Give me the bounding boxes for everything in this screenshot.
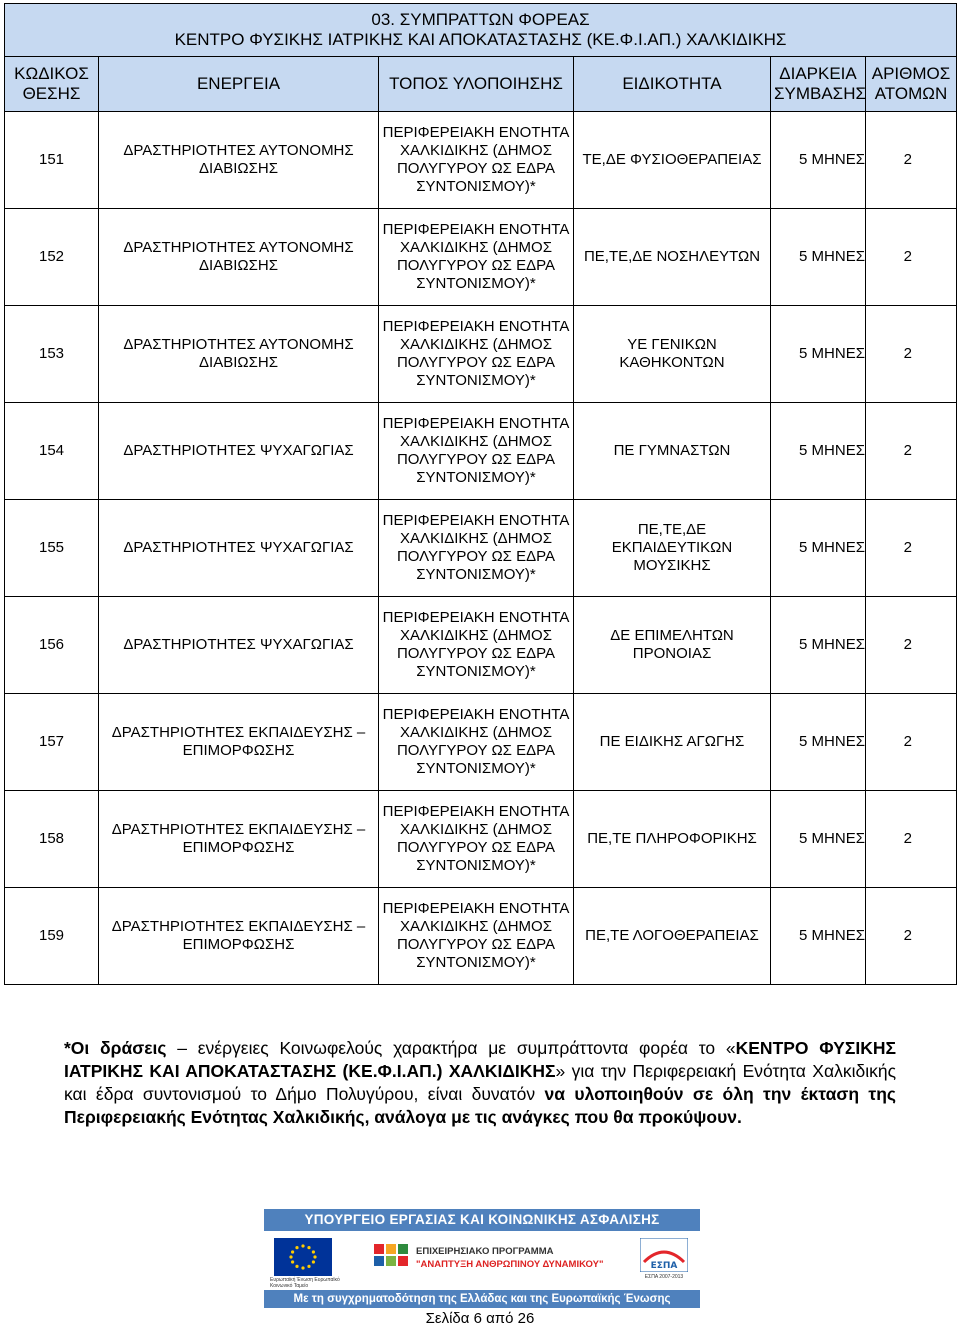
specialty-cell: ΠΕ ΕΙΔΙΚΗΣ ΑΓΩΓΗΣ [574,694,771,791]
activity-cell: ΔΡΑΣΤΗΡΙΟΤΗΤΕΣ ΕΚΠΑΙΔΕΥΣΗΣ – ΕΠΙΜΟΡΦΩΣΗΣ [99,888,379,985]
espa-caption: ΕΣΠΑ 2007-2013 [644,1274,684,1280]
persons-cell: 2 [866,597,957,694]
table-row [5,500,957,597]
table-title [5,4,957,57]
note-part-4: » για την Περιφερειακή Ενότητα Χαλκιδικής και έδρα συντονισμού το Δήμο Πολυγύρου, είναι δυνατόν [64,1061,897,1104]
position-code: 152 [5,209,99,306]
persons-cell: 2 [866,791,957,888]
table-row [5,403,957,500]
program-logo [372,1240,622,1276]
eu-caption: Ευρωπαϊκή Ένωση Ευρωπαϊκό Κοινωνικό Ταμείο [270,1277,340,1289]
cofunding-band: Με τη συγχρηματοδότηση της Ελλάδας και της Ευρωπαϊκής Ένωσης [264,1290,700,1308]
duration-cell: 5 ΜΗΝΕΣ [771,597,866,694]
position-code: 159 [5,888,99,985]
eu-flag-icon [274,1238,332,1276]
location-cell: ΠΕΡΙΦΕΡΕΙΑΚΗ ΕΝΟΤΗΤΑ ΧΑΛΚΙΔΙΚΗΣ (ΔΗΜΟΣ ΠΟΛΥΓΥΡΟΥ ΩΣ ΕΔΡΑ ΣΥΝΤΟΝΙΣΜΟΥ)* [379,209,574,306]
activity-cell: ΔΡΑΣΤΗΡΙΟΤΗΤΕΣ ΑΥΤΟΝΟΜΗΣ ΔΙΑΒΙΩΣΗΣ [99,112,379,209]
col-header-specialty: ΕΙΔΙΚΟΤΗΤΑ [574,57,771,112]
position-code: 155 [5,500,99,597]
location-cell: ΠΕΡΙΦΕΡΕΙΑΚΗ ΕΝΟΤΗΤΑ ΧΑΛΚΙΔΙΚΗΣ (ΔΗΜΟΣ ΠΟΛΥΓΥΡΟΥ ΩΣ ΕΔΡΑ ΣΥΝΤΟΝΙΣΜΟΥ)* [379,306,574,403]
location-cell: ΠΕΡΙΦΕΡΕΙΑΚΗ ΕΝΟΤΗΤΑ ΧΑΛΚΙΔΙΚΗΣ (ΔΗΜΟΣ ΠΟΛΥΓΥΡΟΥ ΩΣ ΕΔΡΑ ΣΥΝΤΟΝΙΣΜΟΥ)* [379,597,574,694]
note-part-2: – ενέργειες Κοινωφελούς χαρακτήρα με συμπράττοντα φορέα το « [166,1038,736,1058]
specialty-cell: ΤΕ,ΔΕ ΦΥΣΙΟΘΕΡΑΠΕΙΑΣ [574,112,771,209]
duration-cell: 5 ΜΗΝΕΣ [771,112,866,209]
espa-label: ΕΣΠΑ [650,1261,678,1271]
activity-cell: ΔΡΑΣΤΗΡΙΟΤΗΤΕΣ ΕΚΠΑΙΔΕΥΣΗΣ – ΕΠΙΜΟΡΦΩΣΗΣ [99,791,379,888]
title-line-1: 03. ΣΥΜΠΡΑΤΤΩΝ ΦΟΡΕΑΣ [371,10,590,29]
specialty-cell: ΠΕ,ΤΕ ΠΛΗΡΟΦΟΡΙΚΗΣ [574,791,771,888]
positions-table [4,3,957,985]
note-part-5: να υλοποιηθούν σε όλη την έκταση της Περιφερειακής Ενότητας Χαλκιδικής, ανάλογα με τις ανάγκες που θα προκύψουν. [64,1084,896,1127]
activity-cell: ΔΡΑΣΤΗΡΙΟΤΗΤΕΣ ΑΥΤΟΝΟΜΗΣ ΔΙΑΒΙΩΣΗΣ [99,209,379,306]
specialty-cell: ΠΕ,ΤΕ,ΔΕ ΝΟΣΗΛΕΥΤΩΝ [574,209,771,306]
persons-cell: 2 [866,403,957,500]
footnote [64,1037,896,1129]
location-cell: ΠΕΡΙΦΕΡΕΙΑΚΗ ΕΝΟΤΗΤΑ ΧΑΛΚΙΔΙΚΗΣ (ΔΗΜΟΣ ΠΟΛΥΓΥΡΟΥ ΩΣ ΕΔΡΑ ΣΥΝΤΟΝΙΣΜΟΥ)* [379,403,574,500]
table-row [5,306,957,403]
table-row [5,791,957,888]
table-row [5,694,957,791]
col-header-activity: ΕΝΕΡΓΕΙΑ [99,57,379,112]
duration-cell: 5 ΜΗΝΕΣ [771,694,866,791]
persons-cell: 2 [866,888,957,985]
activity-cell: ΔΡΑΣΤΗΡΙΟΤΗΤΕΣ ΨΥΧΑΓΩΓΙΑΣ [99,597,379,694]
note-part-1: *Οι δράσεις [64,1038,167,1058]
duration-cell: 5 ΜΗΝΕΣ [771,500,866,597]
location-cell: ΠΕΡΙΦΕΡΕΙΑΚΗ ΕΝΟΤΗΤΑ ΧΑΛΚΙΔΙΚΗΣ (ΔΗΜΟΣ ΠΟΛΥΓΥΡΟΥ ΩΣ ΕΔΡΑ ΣΥΝΤΟΝΙΣΜΟΥ)* [379,112,574,209]
activity-cell: ΔΡΑΣΤΗΡΙΟΤΗΤΕΣ ΨΥΧΑΓΩΓΙΑΣ [99,500,379,597]
activity-cell: ΔΡΑΣΤΗΡΙΟΤΗΤΕΣ ΑΥΤΟΝΟΜΗΣ ΔΙΑΒΙΩΣΗΣ [99,306,379,403]
activity-cell: ΔΡΑΣΤΗΡΙΟΤΗΤΕΣ ΕΚΠΑΙΔΕΥΣΗΣ – ΕΠΙΜΟΡΦΩΣΗΣ [99,694,379,791]
table-row [5,888,957,985]
position-code: 151 [5,112,99,209]
duration-cell: 5 ΜΗΝΕΣ [771,791,866,888]
specialty-cell: ΠΕ,ΤΕ ΛΟΓΟΘΕΡΑΠΕΙΑΣ [574,888,771,985]
duration-cell: 5 ΜΗΝΕΣ [771,209,866,306]
table-row [5,112,957,209]
activity-cell: ΔΡΑΣΤΗΡΙΟΤΗΤΕΣ ΨΥΧΑΓΩΓΙΑΣ [99,403,379,500]
table-title-row [5,4,957,57]
program-title: ΕΠΙΧΕΙΡΗΣΙΑΚΟ ΠΡΟΓΡΑΜΜΑ [416,1246,554,1257]
specialty-cell: ΠΕ,ΤΕ,ΔΕ ΕΚΠΑΙΔΕΥΤΙΚΩΝ ΜΟΥΣΙΚΗΣ [574,500,771,597]
ministry-band: ΥΠΟΥΡΓΕΙΟ ΕΡΓΑΣΙΑΣ ΚΑΙ ΚΟΙΝΩΝΙΚΗΣ ΑΣΦΑΛΙΣΗΣ [264,1209,700,1231]
location-cell: ΠΕΡΙΦΕΡΕΙΑΚΗ ΕΝΟΤΗΤΑ ΧΑΛΚΙΔΙΚΗΣ (ΔΗΜΟΣ ΠΟΛΥΓΥΡΟΥ ΩΣ ΕΔΡΑ ΣΥΝΤΟΝΙΣΜΟΥ)* [379,500,574,597]
location-cell: ΠΕΡΙΦΕΡΕΙΑΚΗ ΕΝΟΤΗΤΑ ΧΑΛΚΙΔΙΚΗΣ (ΔΗΜΟΣ ΠΟΛΥΓΥΡΟΥ ΩΣ ΕΔΡΑ ΣΥΝΤΟΝΙΣΜΟΥ)* [379,694,574,791]
col-header-location: ΤΟΠΟΣ ΥΛΟΠΟΙΗΣΗΣ [379,57,574,112]
position-code: 156 [5,597,99,694]
persons-cell: 2 [866,694,957,791]
program-emblem-icon [372,1240,410,1276]
duration-cell: 5 ΜΗΝΕΣ [771,306,866,403]
specialty-cell: ΔΕ ΕΠΙΜΕΛΗΤΩΝ ΠΡΟΝΟΙΑΣ [574,597,771,694]
persons-cell: 2 [866,306,957,403]
location-cell: ΠΕΡΙΦΕΡΕΙΑΚΗ ΕΝΟΤΗΤΑ ΧΑΛΚΙΔΙΚΗΣ (ΔΗΜΟΣ ΠΟΛΥΓΥΡΟΥ ΩΣ ΕΔΡΑ ΣΥΝΤΟΝΙΣΜΟΥ)* [379,888,574,985]
persons-cell: 2 [866,112,957,209]
page-number: Σελίδα 6 από 26 [425,1310,535,1327]
position-code: 154 [5,403,99,500]
position-code: 158 [5,791,99,888]
duration-cell: 5 ΜΗΝΕΣ [771,403,866,500]
espa-logo-icon [640,1238,688,1272]
note-part-3: ΚΕΝΤΡΟ ΦΥΣΙΚΗΣ ΙΑΤΡΙΚΗΣ ΚΑΙ ΑΠΟΚΑΤΑΣΤΑΣΗΣ (ΚΕ.Φ.Ι.ΑΠ.) ΧΑΛΚΙΔΙΚΗΣ [64,1038,896,1081]
title-line-2: ΚΕΝΤΡΟ ΦΥΣΙΚΗΣ ΙΑΤΡΙΚΗΣ ΚΑΙ ΑΠΟΚΑΤΑΣΤΑΣΗΣ (ΚΕ.Φ.Ι.ΑΠ.) ΧΑΛΚΙΔΙΚΗΣ [174,30,787,49]
col-header-persons: ΑΡΙΘΜΟΣ ΑΤΟΜΩΝ [866,57,957,112]
table-row [5,597,957,694]
column-header-row [5,57,957,112]
position-code: 157 [5,694,99,791]
table-row [5,209,957,306]
specialty-cell: ΥΕ ΓΕΝΙΚΩΝ ΚΑΘΗΚΟΝΤΩΝ [574,306,771,403]
location-cell: ΠΕΡΙΦΕΡΕΙΑΚΗ ΕΝΟΤΗΤΑ ΧΑΛΚΙΔΙΚΗΣ (ΔΗΜΟΣ ΠΟΛΥΓΥΡΟΥ ΩΣ ΕΔΡΑ ΣΥΝΤΟΝΙΣΜΟΥ)* [379,791,574,888]
position-code: 153 [5,306,99,403]
persons-cell: 2 [866,500,957,597]
program-subtitle: "ΑΝΑΠΤΥΞΗ ΑΝΘΡΩΠΙΝΟΥ ΔΥΝΑΜΙΚΟΥ" [416,1259,604,1270]
specialty-cell: ΠΕ ΓΥΜΝΑΣΤΩΝ [574,403,771,500]
funding-logo-banner [264,1198,700,1316]
persons-cell: 2 [866,209,957,306]
duration-cell: 5 ΜΗΝΕΣ [771,888,866,985]
col-header-code: ΚΩΔΙΚΟΣ ΘΕΣΗΣ [5,57,99,112]
col-header-duration: ΔΙΑΡΚΕΙΑ ΣΥΜΒΑΣΗΣ [771,57,866,112]
